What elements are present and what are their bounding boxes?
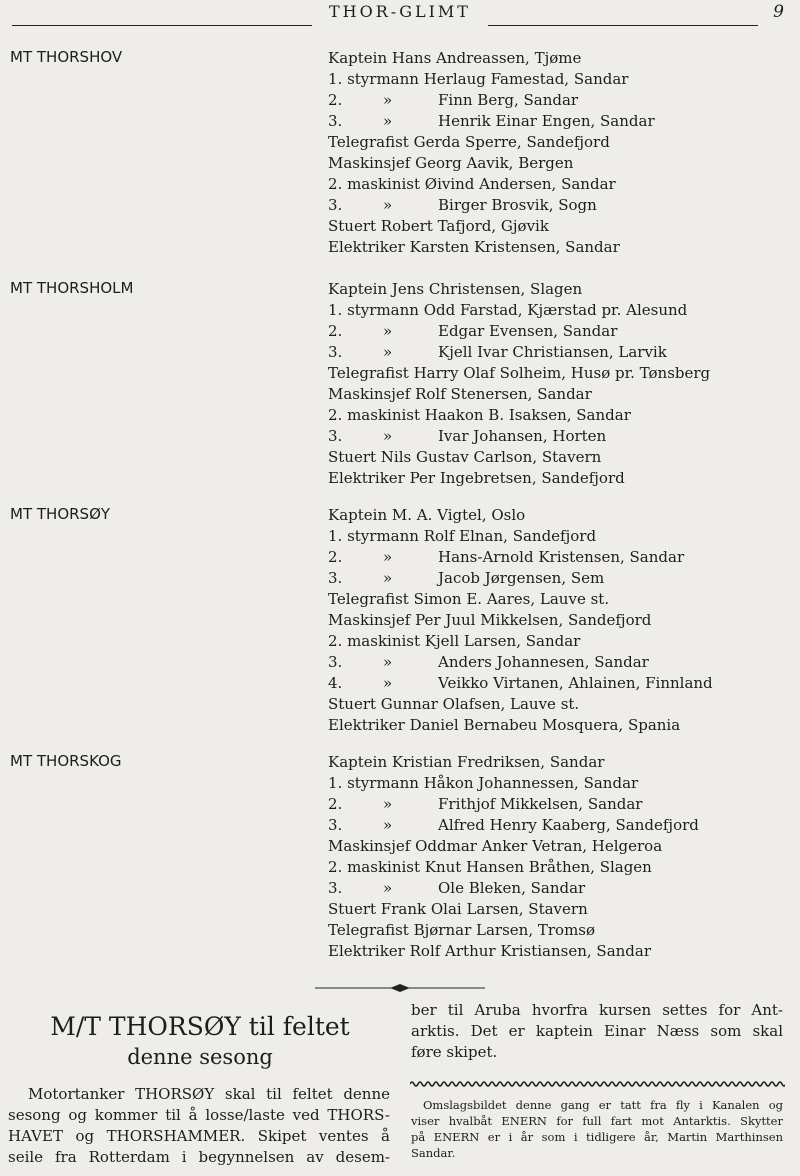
crew-role: Kaptein Hans Andreassen, Tjøme: [328, 49, 582, 67]
crew-role: 3.: [328, 816, 343, 834]
ditto-mark: »: [383, 816, 393, 834]
crew-role: Stuert Gunnar Olafsen, Lauve st.: [328, 695, 580, 713]
article-line: føre skipet.: [411, 1043, 498, 1061]
crew-role: Maskinsjef Per Juul Mikkelsen, Sandefjord: [328, 611, 652, 629]
crew-role: Elektriker Rolf Arthur Kristiansen, Sandar: [328, 942, 652, 960]
crew-role: Stuert Nils Gustav Carlson, Stavern: [328, 448, 602, 466]
crew-role: 3.: [328, 879, 343, 897]
article-title-line-1: M/T THORSØY til feltet: [50, 1012, 350, 1041]
ditto-mark: »: [383, 795, 393, 813]
ditto-mark: »: [383, 548, 393, 566]
article-title-line-2: denne sesong: [127, 1045, 273, 1069]
crew-role: Telegrafist Gerda Sperre, Sandefjord: [328, 133, 610, 151]
crew-role: 2.: [328, 91, 343, 109]
page-number: 9: [773, 2, 784, 22]
ditto-mark: »: [383, 196, 393, 214]
article-body-left: [8, 1084, 390, 1168]
ship-name: MT THORSØY: [10, 505, 111, 523]
crew-name: Jacob Jørgensen, Sem: [438, 569, 605, 587]
caption-line: på ENERN er i år som i tidligere år, Martin Marthinsen: [411, 1130, 783, 1144]
ditto-mark: »: [383, 879, 393, 897]
ship-name: MT THORSKOG: [10, 752, 122, 770]
crew-role: 3.: [328, 427, 343, 445]
ditto-mark: »: [383, 427, 393, 445]
caption-line: Sandar.: [411, 1146, 456, 1160]
article-line: seile fra Rotterdam i begynnelsen av desem-: [8, 1148, 390, 1166]
crew-role: 1. styrmann Håkon Johannessen, Sandar: [328, 774, 639, 792]
caption-line: viser hvalbåt ENERN for full fart mot Antarktis. Skytter: [411, 1114, 783, 1128]
crew-role: 4.: [328, 674, 343, 692]
crew-name: Frithjof Mikkelsen, Sandar: [438, 795, 643, 813]
article-line: ber til Aruba hvorfra kursen settes for Ant-: [411, 1001, 783, 1019]
crew-name: Edgar Evensen, Sandar: [438, 322, 618, 340]
running-title: THOR-GLIMT: [329, 2, 471, 21]
article-line: sesong og kommer til å losse/laste ved THORS-: [8, 1106, 390, 1124]
caption-line: Omslagsbildet denne gang er tatt fra fly i Kanalen og: [423, 1098, 783, 1112]
ditto-mark: »: [383, 322, 393, 340]
crew-role: 2. maskinist Haakon B. Isaksen, Sandar: [328, 406, 631, 424]
ditto-mark: »: [383, 91, 393, 109]
crew-role: 1. styrmann Herlaug Famestad, Sandar: [328, 70, 629, 88]
crew-role: Telegrafist Bjørnar Larsen, Tromsø: [328, 921, 596, 939]
crew-name: Finn Berg, Sandar: [438, 91, 579, 109]
section-divider-ornament: [315, 983, 485, 993]
crew-name: Hans-Arnold Kristensen, Sandar: [438, 548, 685, 566]
crew-role: Telegrafist Simon E. Aares, Lauve st.: [328, 590, 610, 608]
ditto-mark: »: [383, 674, 393, 692]
crew-role: Elektriker Karsten Kristensen, Sandar: [328, 238, 620, 256]
ship-name: MT THORSHOV: [10, 48, 123, 66]
crew-role: Stuert Frank Olai Larsen, Stavern: [328, 900, 588, 918]
ship-name: MT THORSHOLM: [10, 279, 134, 297]
crew-role: Maskinsjef Georg Aavik, Bergen: [328, 154, 574, 172]
crew-role: 2.: [328, 795, 343, 813]
crew-name: Kjell Ivar Christiansen, Larvik: [438, 343, 667, 361]
header-rule-left: [12, 25, 312, 26]
crew-role: 1. styrmann Rolf Elnan, Sandefjord: [328, 527, 597, 545]
crew-name: Anders Johannesen, Sandar: [438, 653, 649, 671]
crew-role: Maskinsjef Rolf Stenersen, Sandar: [328, 385, 592, 403]
crew-role: 2. maskinist Knut Hansen Bråthen, Slagen: [328, 858, 652, 876]
crew-role: 2. maskinist Øivind Andersen, Sandar: [328, 175, 616, 193]
crew-name: Henrik Einar Engen, Sandar: [438, 112, 655, 130]
crew-name: Alfred Henry Kaaberg, Sandefjord: [438, 816, 699, 834]
crew-role: 3.: [328, 569, 343, 587]
article-line: Motortanker THORSØY skal til feltet denne: [28, 1085, 390, 1103]
page-header: [0, 0, 800, 28]
crew-name: Veikko Virtanen, Ahlainen, Finnland: [438, 674, 713, 692]
wavy-divider: [410, 1079, 785, 1089]
crew-name: Birger Brosvik, Sogn: [438, 196, 597, 214]
crew-role: 3.: [328, 196, 343, 214]
crew-role: Kaptein Kristian Fredriksen, Sandar: [328, 753, 605, 771]
crew-name: Ole Bleken, Sandar: [438, 879, 586, 897]
crew-role: 3.: [328, 112, 343, 130]
article-body-right: [411, 1000, 783, 1063]
ditto-mark: »: [383, 112, 393, 130]
article-line: HAVET og THORSHAMMER. Skipet ventes å: [8, 1127, 390, 1145]
crew-role: 2. maskinist Kjell Larsen, Sandar: [328, 632, 581, 650]
crew-role: Kaptein M. A. Vigtel, Oslo: [328, 506, 526, 524]
header-rule-right: [488, 25, 758, 26]
crew-role: Elektriker Per Ingebretsen, Sandefjord: [328, 469, 625, 487]
ditto-mark: »: [383, 343, 393, 361]
crew-role: Telegrafist Harry Olaf Solheim, Husø pr. Tønsberg: [328, 364, 711, 382]
cover-caption: [411, 1097, 783, 1161]
crew-role: 2.: [328, 322, 343, 340]
crew-role: Elektriker Daniel Bernabeu Mosquera, Spania: [328, 716, 681, 734]
crew-role: 3.: [328, 343, 343, 361]
crew-role: Kaptein Jens Christensen, Slagen: [328, 280, 583, 298]
article-line: arktis. Det er kaptein Einar Næss som skal: [411, 1022, 783, 1040]
ditto-mark: »: [383, 569, 393, 587]
crew-role: 2.: [328, 548, 343, 566]
crew-name: Ivar Johansen, Horten: [438, 427, 607, 445]
ditto-mark: »: [383, 653, 393, 671]
crew-role: 3.: [328, 653, 343, 671]
crew-role: 1. styrmann Odd Farstad, Kjærstad pr. Alesund: [328, 301, 688, 319]
crew-role: Stuert Robert Tafjord, Gjøvik: [328, 217, 549, 235]
crew-role: Maskinsjef Oddmar Anker Vetran, Helgeroa: [328, 837, 663, 855]
